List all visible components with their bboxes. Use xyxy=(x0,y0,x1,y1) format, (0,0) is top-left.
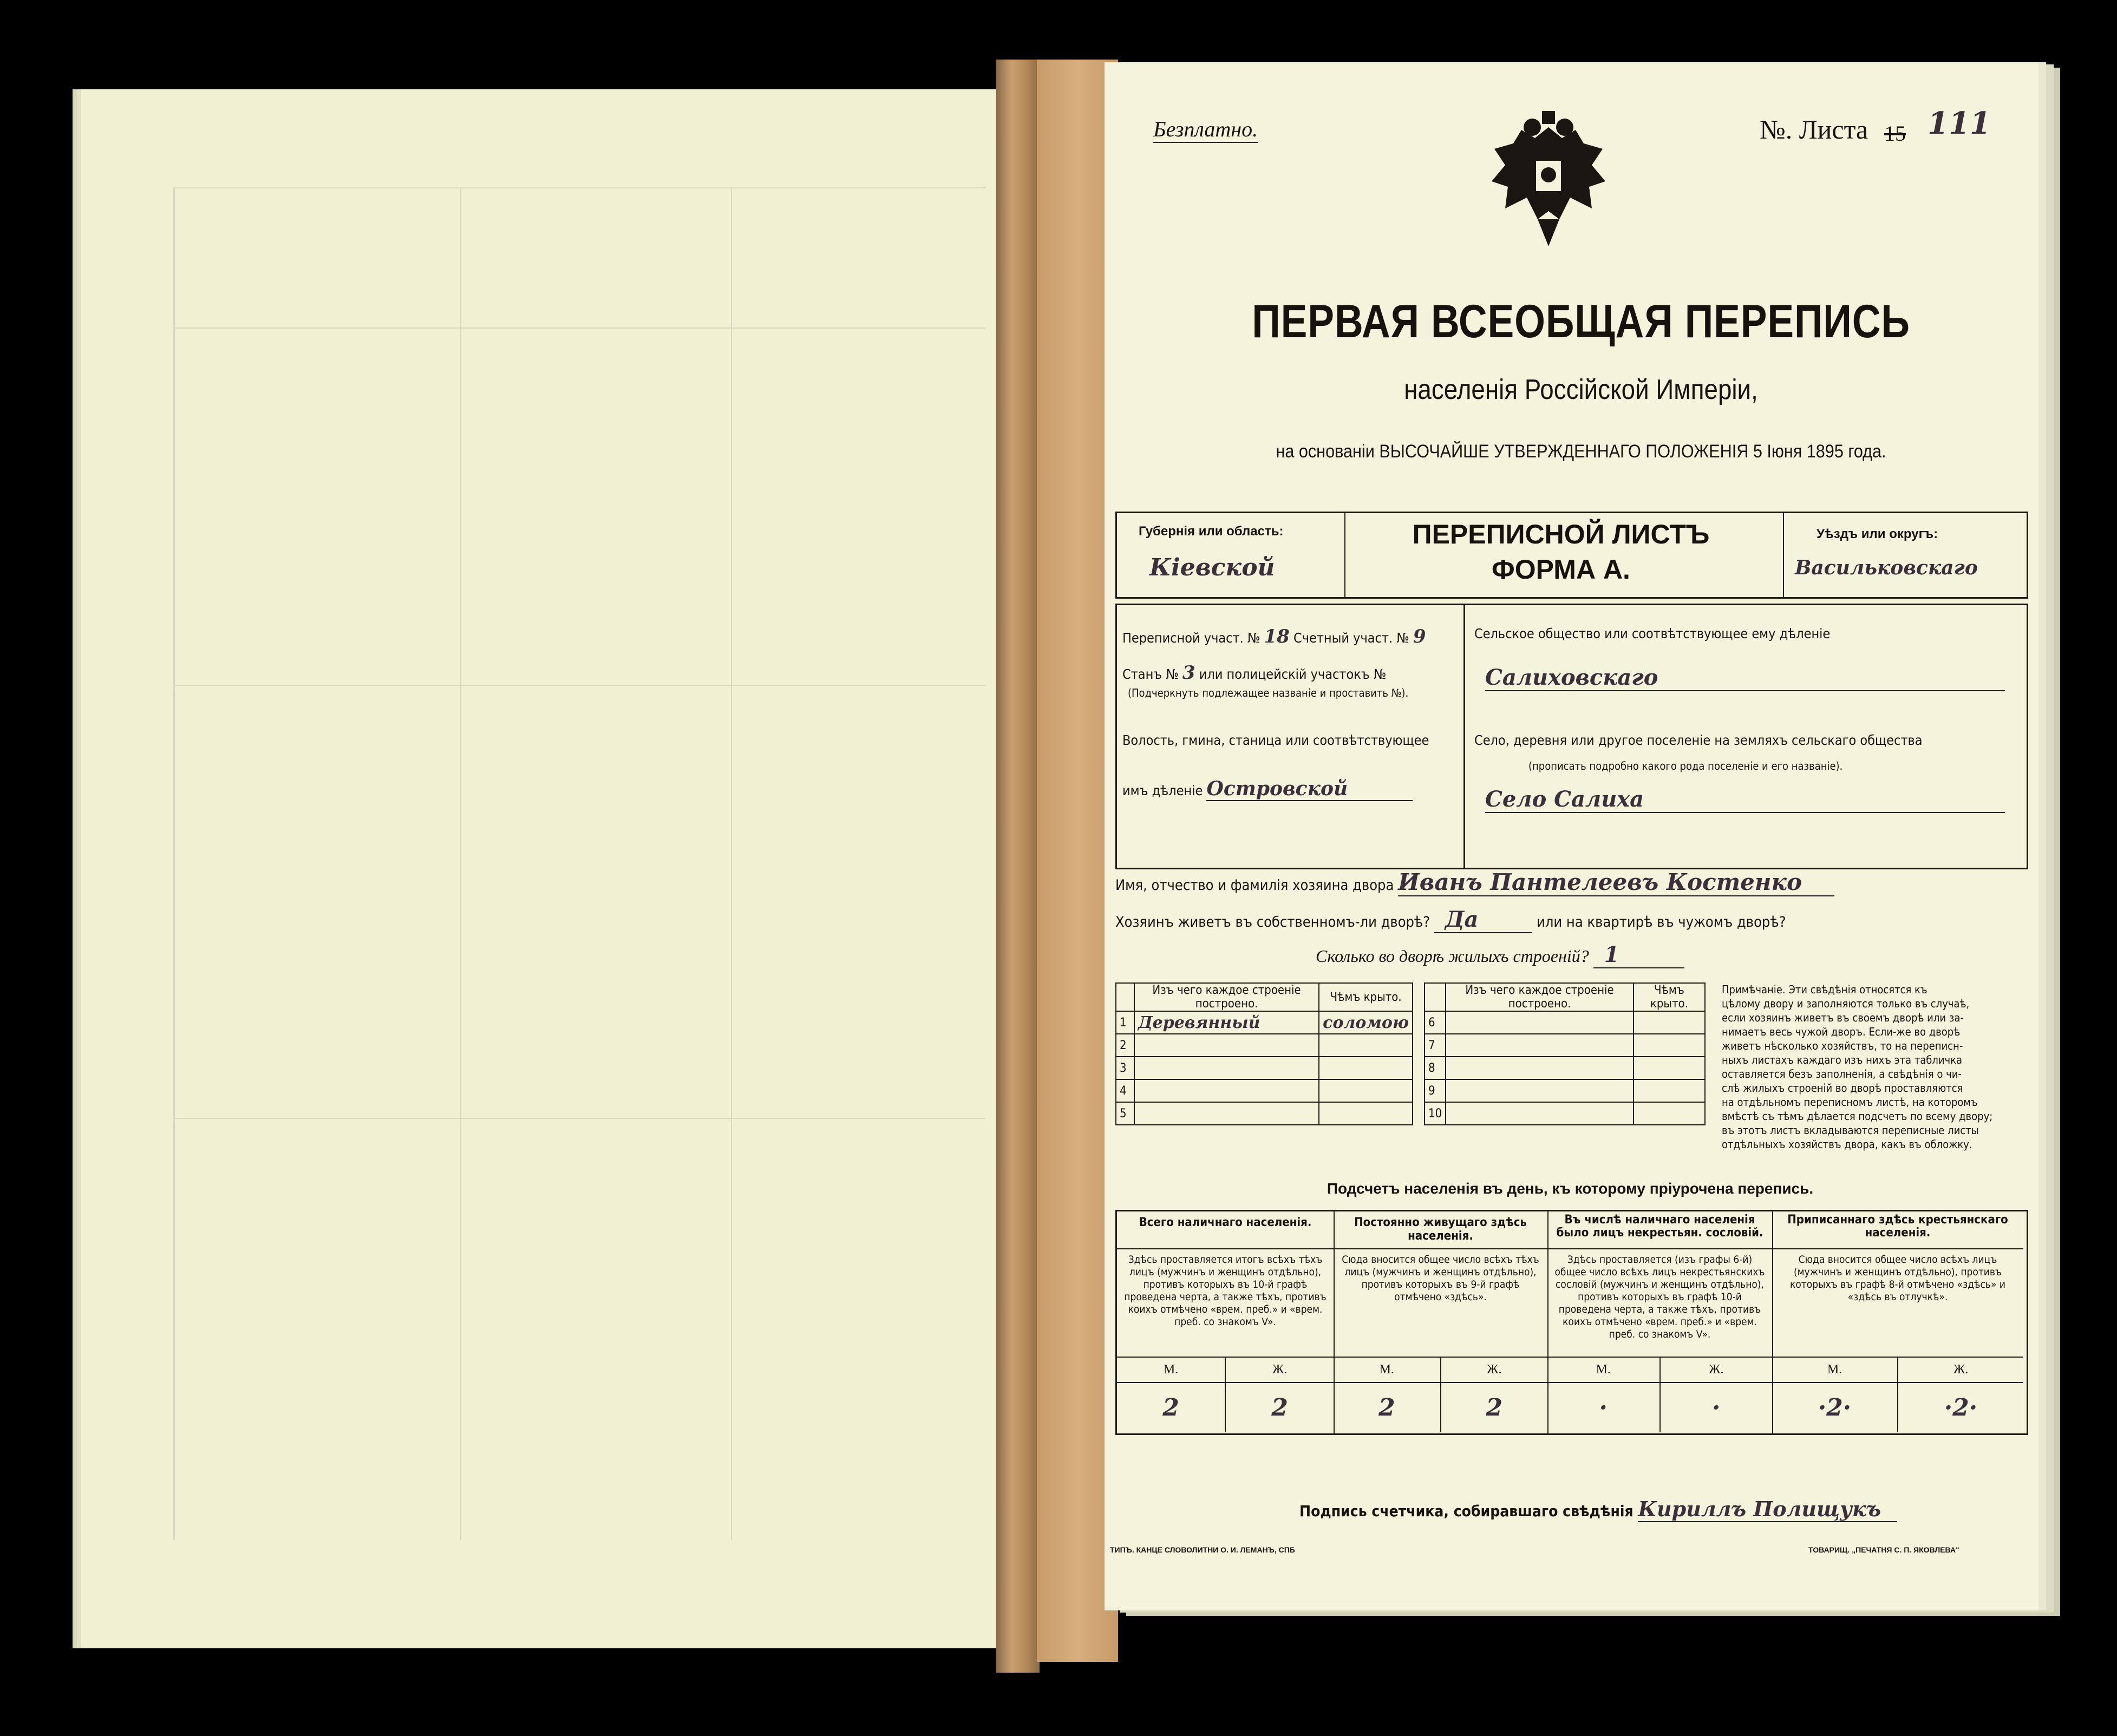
census-area-value: 18 xyxy=(1264,626,1290,647)
note-block: Примѣчаніе. Эти свѣдѣнія относятся къ цѣлому двору и заполняются только въ случаѣ, если хозяинъ живетъ въ своемъ дворѣ или за- нимаетъ весь чужой дворъ. Если-же во дворѣ живетъ нѣсколько хозяйствъ, то на переписн- ныхъ листахъ каждаго изъ нихъ эта табличка оставляется безъ заполненія, а свѣдѣнія о чи- слѣ жилыхъ строеній во дворѣ проставляются на отдѣльномъ переписномъ листѣ, на которомъ вмѣстѣ съ тѣмъ дѣлается подсчетъ по всему двору; въ этотъ листъ вкладываются переписные листы отдѣльныхъ хозяйствъ двора, какъ въ обложку. xyxy=(1722,983,1993,1151)
volost-value: Островской xyxy=(1206,777,1413,801)
owner-name-label: Имя, отчество и фамилія хозяина двора xyxy=(1115,877,1394,894)
buildings-label: Сколько во дворѣ жилыхъ строеній? xyxy=(1316,946,1589,966)
count-col-peasant: Приписаннаго здѣсь крестьянскаго населенія. Сюда вносится общее число всѣхъ лицъ (мужчинъ и женщинъ отдѣльно), противъ которыхъ въ графѣ 8-й отмѣчено «здѣсь» и «здѣсь въ отлучкѣ». М. Ж. ·2· ·2· xyxy=(1772,1211,2023,1433)
count-col-total: Всего наличнаго населенія. Здѣсь проставляется итогъ всѣхъ тѣхъ лицъ (мужчинъ и женщинъ отдѣльно), противъ которыхъ въ 10-й графѣ проведена черта, а также тѣхъ, противъ коихъ отмѣчено «врем. преб.» и «врем. преб. со знакомъ V». М. Ж. 2 2 xyxy=(1117,1211,1335,1433)
village-note: (прописать подробно какого рода поселеніе и его названіе). xyxy=(1528,759,1843,772)
signature-line xyxy=(1299,1497,1897,1521)
gubernia-cell xyxy=(1117,513,1345,597)
printer-right: ТОВАРИЩ. „ПЕЧАТНЯ С. П. ЯКОВЛЕВА" xyxy=(1808,1545,1959,1554)
volost-label-1: Волость, гмина, станица или соотвѣтствующее xyxy=(1122,732,1429,748)
signature-value: Кириллъ Полищукъ xyxy=(1638,1497,1897,1522)
uezd-value: Васильковскаго xyxy=(1795,556,1978,579)
count-area-value: 9 xyxy=(1413,626,1426,647)
table-row: 5 xyxy=(1116,1102,1413,1125)
buildings-line xyxy=(1316,942,1684,967)
owner-name-line xyxy=(1115,869,1834,895)
volost-line xyxy=(1122,777,1413,800)
book-binding xyxy=(996,60,1040,1673)
bleed-through-line xyxy=(173,685,985,686)
form-title-1: ПЕРЕПИСНОЙ ЛИСТЪ xyxy=(1412,519,1710,549)
underline-note: (Подчеркнуть подлежащее названіе и проставить №). xyxy=(1128,686,1409,699)
table-row: 1 Деревянный соломою xyxy=(1116,1011,1413,1034)
table-row: 10 xyxy=(1425,1102,1705,1125)
col-material-header: Изъ чего каждое строеніе построено. xyxy=(1134,983,1319,1011)
stan-line xyxy=(1122,662,1386,684)
col-roof-header: Чѣмъ крыто. xyxy=(1319,983,1413,1011)
free-label: Безплатно. xyxy=(1153,116,1258,143)
sheet-number-handwritten: 111 xyxy=(1927,106,1991,141)
own-yard-value: Да xyxy=(1434,907,1532,933)
table-row: 3 xyxy=(1116,1057,1413,1079)
census-form-page xyxy=(1105,62,2038,1610)
owner-yard-line xyxy=(1115,907,1786,932)
society-value: Салиховскаго xyxy=(1485,665,2005,691)
form-title-2: ФОРМА А. xyxy=(1492,554,1630,585)
count-heading: Подсчетъ населенія въ день, къ которому пріурочена перепись. xyxy=(1327,1180,1814,1197)
village-value: Село Салиха xyxy=(1485,787,2005,813)
own-yard-label: Хозяинъ живетъ въ собственномъ-ли дворѣ? xyxy=(1115,914,1430,931)
table-row: 9 xyxy=(1425,1079,1705,1102)
uezd-label: Уѣздъ или округъ: xyxy=(1817,527,1938,541)
form-basis-line: на основаніи ВЫСОЧАЙШЕ УТВЕРЖДЕННАГО ПОЛОЖЕНІЯ 5 Іюня 1895 года. xyxy=(1276,441,1886,462)
population-count-table xyxy=(1115,1210,2028,1435)
gubernia-value: Кіевской xyxy=(1149,554,1275,581)
volost-label-2: имъ дѣленіе xyxy=(1122,783,1203,798)
bleed-through-line xyxy=(731,187,732,1540)
census-area-label: Переписной участ. № xyxy=(1122,630,1260,646)
form-subtitle: населенія Россійской Имперіи, xyxy=(1404,374,1758,405)
table-row: 7 xyxy=(1425,1034,1705,1057)
sheet-number-crossed: 15 xyxy=(1884,121,1906,146)
table-row: 8 xyxy=(1425,1057,1705,1079)
district-left-cell xyxy=(1117,605,1465,868)
left-blank-page xyxy=(81,89,1026,1648)
bleed-through-line xyxy=(173,327,985,329)
stan-value: 3 xyxy=(1182,662,1195,684)
stan-label: Станъ № xyxy=(1122,666,1179,682)
owner-name-value: Иванъ Пантелеевъ Костенко xyxy=(1398,869,1834,896)
village-label: Село, деревня или другое поселеніе на земляхъ сельскаго общества xyxy=(1474,732,1923,748)
table-row: 6 xyxy=(1425,1011,1705,1034)
signature-label: Подпись счетчика, собиравшаго свѣдѣнія xyxy=(1299,1502,1634,1520)
uezd-cell xyxy=(1783,513,2028,597)
census-area-line xyxy=(1122,626,1426,647)
buildings-table-left xyxy=(1115,982,1413,1125)
form-title-box xyxy=(1115,512,2028,599)
district-info-box xyxy=(1115,604,2028,869)
police-label: или полицейскій участокъ № xyxy=(1199,666,1387,682)
table-row: 4 xyxy=(1116,1079,1413,1102)
table-row: 2 xyxy=(1116,1034,1413,1057)
bleed-through-line xyxy=(173,1118,985,1119)
count-col-non-peasant: Въ числѣ наличнаго населенія было лицъ некрестьян. сословій. Здѣсь проставляется (изъ графы 6-й) общее число всѣхъ лицъ некрестьянскихъ сословій (мужчинъ и женщинъ отдѣльно), противъ которыхъ въ графѣ 10-й проведена черта, а также тѣхъ, противъ коихъ отмѣчено «врем. преб.» и «врем. преб. со знакомъ V». М. Ж. · · xyxy=(1547,1211,1773,1433)
gubernia-label: Губернія или область: xyxy=(1139,524,1284,539)
bleed-through-line xyxy=(173,187,985,188)
count-col-permanent: Постоянно живущаго здѣсь населенія. Сюда вносится общее число всѣхъ тѣхъ лицъ (мужчинъ и женщинъ отдѣльно), противъ которыхъ въ 9-й графѣ отмѣчено «здѣсь». М. Ж. 2 2 xyxy=(1334,1211,1548,1433)
bleed-through-line xyxy=(173,187,175,1540)
form-main-title: ПЕРВАЯ ВСЕОБЩАЯ ПЕРЕПИСЬ xyxy=(1252,296,1910,348)
imperial-eagle-emblem xyxy=(1484,106,1613,257)
other-yard-label: или на квартирѣ въ чужомъ дворѣ? xyxy=(1537,914,1786,931)
sheet-number-label: №. Листа xyxy=(1760,114,1868,145)
society-label: Сельское общество или соотвѣтствующее ему дѣленіе xyxy=(1474,626,1831,641)
district-right-cell xyxy=(1469,605,2021,868)
buildings-table-right: Изъ чего каждое строеніе построено. Чѣмъ крыто. 6 7 8 9 10 xyxy=(1424,982,1706,1125)
count-area-label: Счетный участ. № xyxy=(1293,630,1409,646)
printer-left: ТИПЪ. КАНЦЕ СЛОВОЛИТНИ О. И. ЛЕМАНЪ, СПБ xyxy=(1110,1545,1295,1554)
bleed-through-line xyxy=(460,187,461,1540)
buildings-value: 1 xyxy=(1593,942,1684,968)
